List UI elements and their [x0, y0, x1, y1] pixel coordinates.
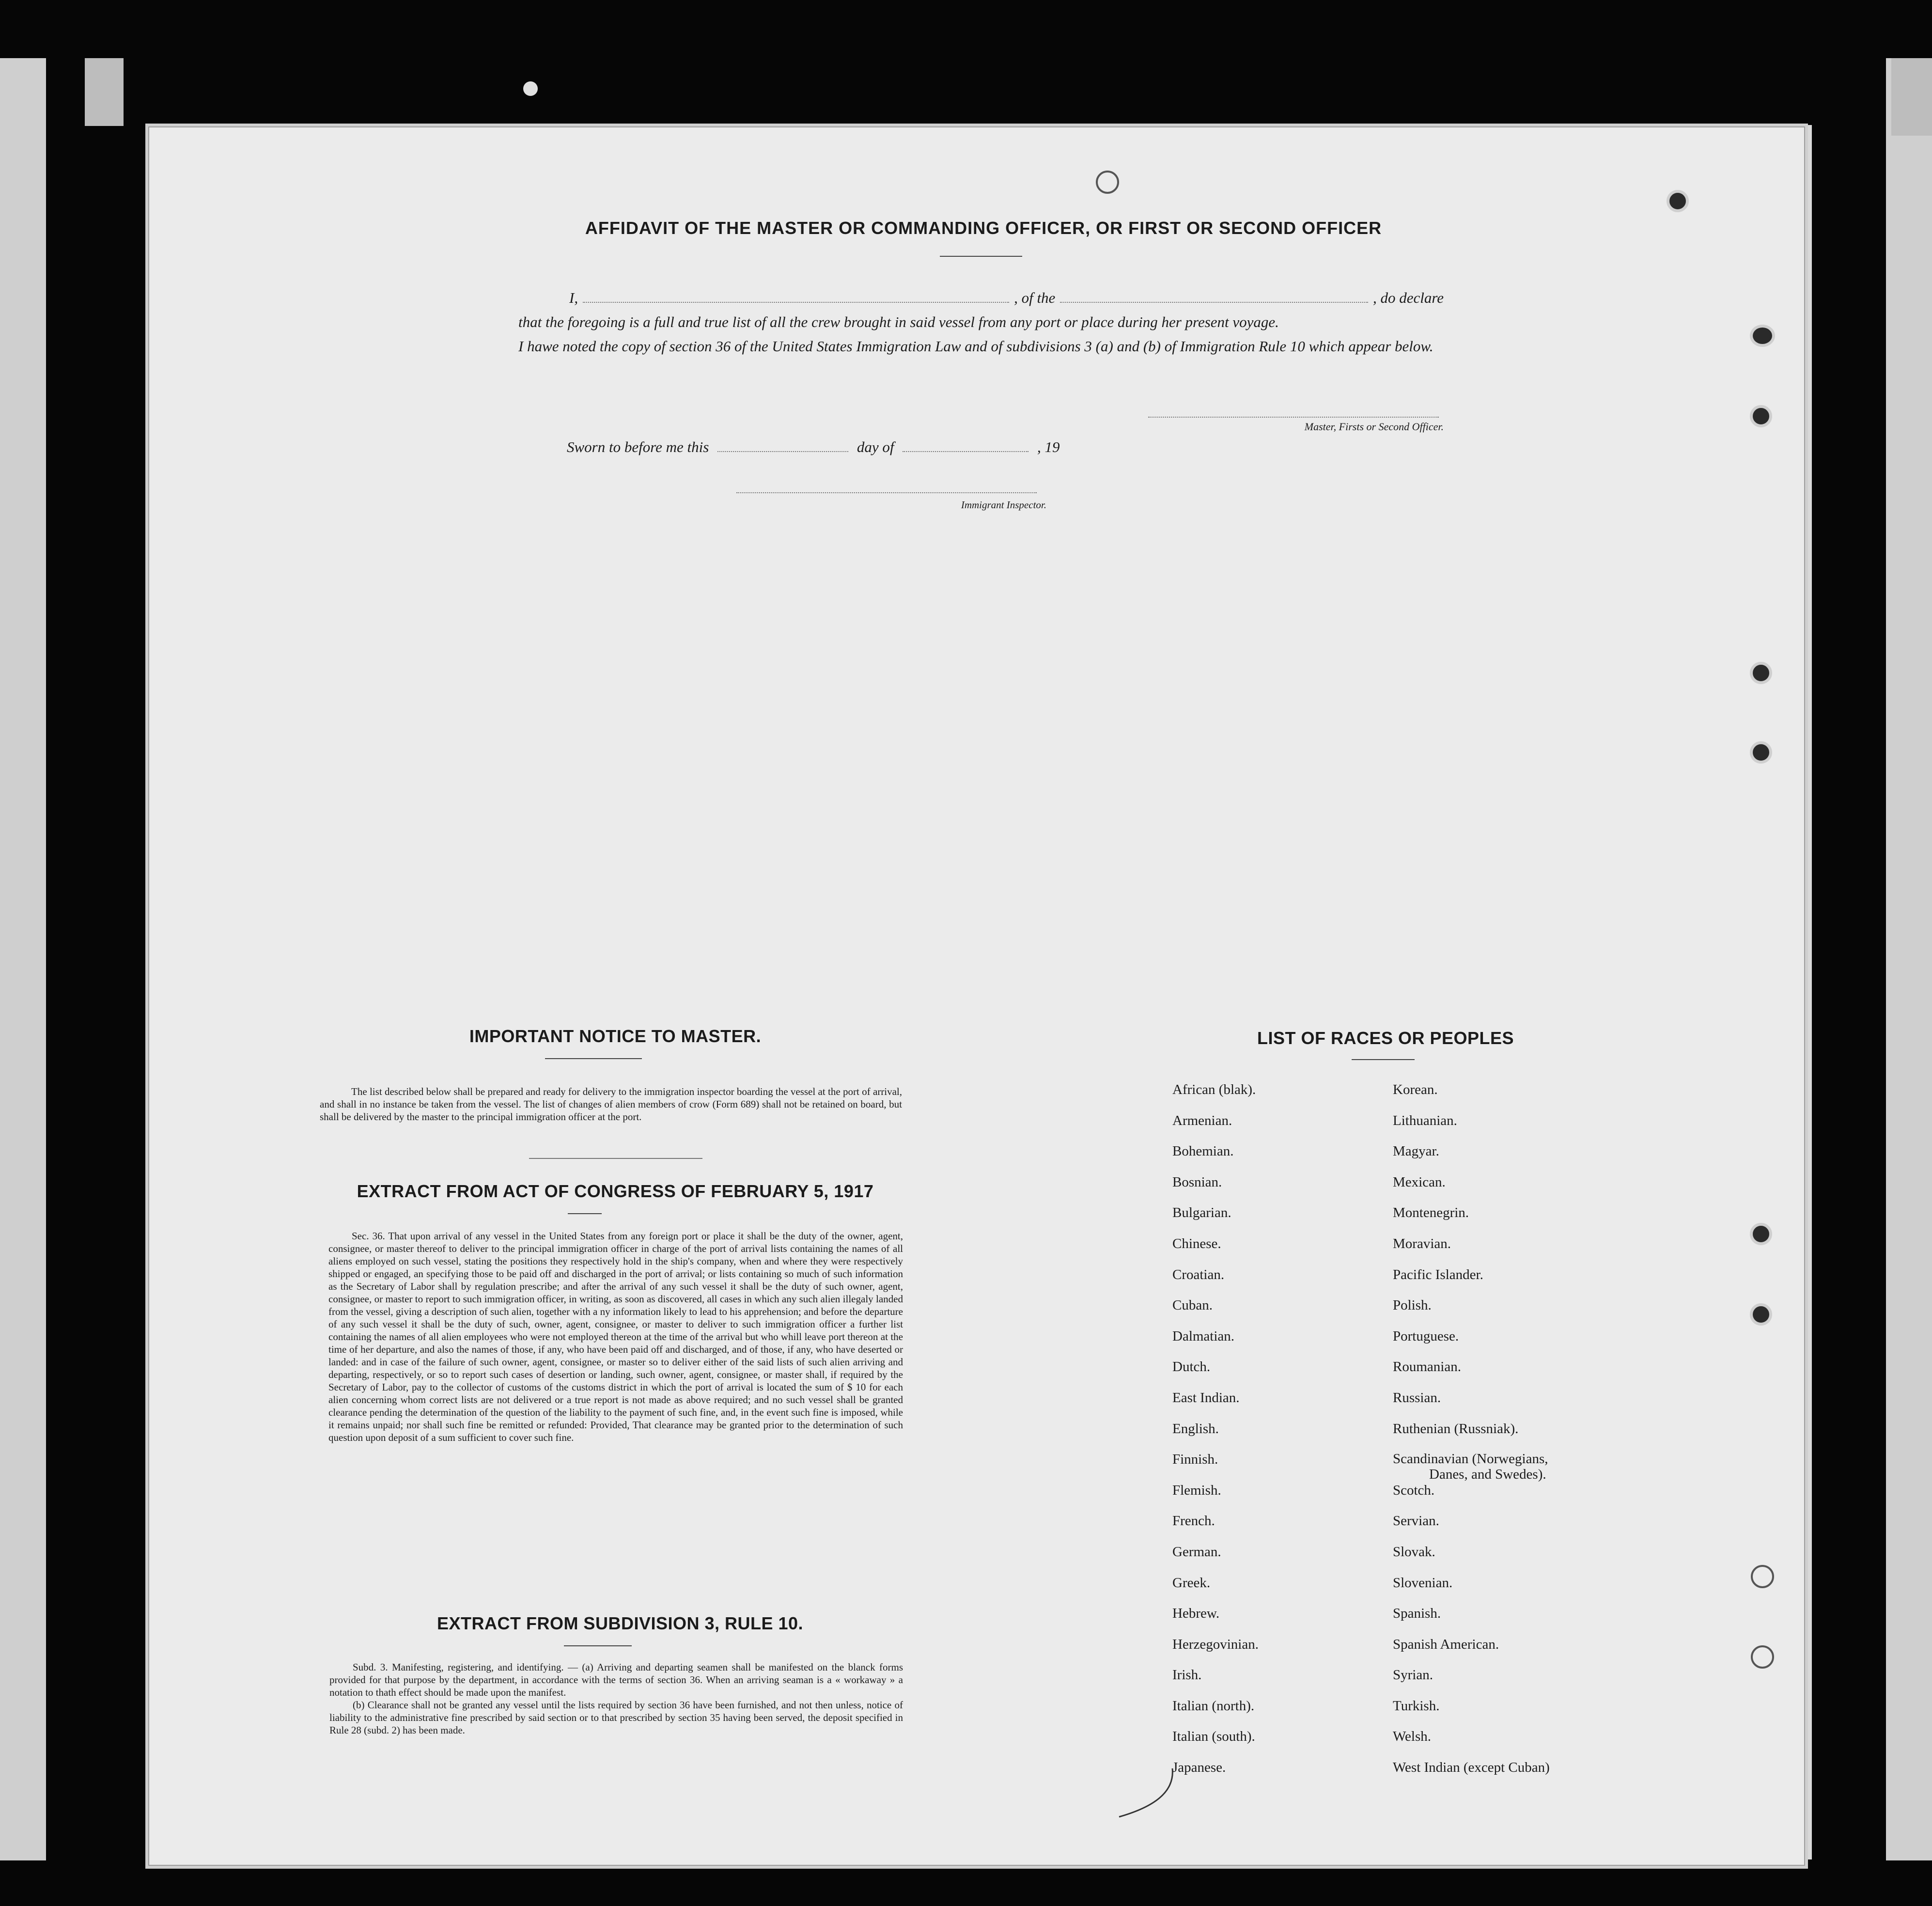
punch-hole — [1751, 1645, 1774, 1669]
sworn-prefix: Sworn to before me this — [567, 438, 709, 455]
affidavit-title: AFFIDAVIT OF THE MASTER OR COMMANDING OFFICER, OR FIRST OR SECOND OFFICER — [585, 218, 1382, 238]
act-title: EXTRACT FROM ACT OF CONGRESS OF FEBRUARY 5, 1917 — [357, 1181, 874, 1201]
inspector-signature-line — [736, 492, 1037, 493]
race-item: Hebrew. — [1172, 1606, 1220, 1622]
race-item: Russian. — [1393, 1390, 1441, 1406]
race-item: Finnish. — [1172, 1452, 1218, 1468]
race-item-continuation: Danes, and Swedes). — [1429, 1467, 1546, 1483]
race-item: English. — [1172, 1421, 1219, 1437]
race-item: Irish. — [1172, 1667, 1202, 1683]
punch-hole — [1750, 1303, 1772, 1326]
race-item: Chinese. — [1172, 1235, 1221, 1251]
rule-paragraph-b: (b) Clearance shall not be granted any vessel until the lists required by section 36 have been furnished, and not then unless, notice of liability to the administrative fine prescribed by said section or to that prescribed by section 35 having been served, the deposit specified in Rule 28 (subd. 2) has been made. — [329, 1699, 903, 1736]
races-left-column — [1172, 1075, 1259, 1783]
race-item — [1393, 1444, 1550, 1483]
race-item: Ruthenian (Russniak). — [1393, 1421, 1519, 1437]
punch-hole — [1750, 325, 1775, 347]
race-item: Greek. — [1172, 1575, 1211, 1591]
affidavit-line-3: I hawe noted the copy of section 36 of the United States Immigration Law and of subdivisions 3 (a) and (b) of Immigration Rule 10 which appear below. — [518, 338, 1433, 355]
race-item: Welsh. — [1393, 1729, 1432, 1745]
race-item: German. — [1172, 1544, 1221, 1560]
race-item: Croatian. — [1172, 1266, 1225, 1282]
film-strip-right — [1891, 58, 1932, 136]
race-item: West Indian (except Cuban) — [1393, 1760, 1550, 1776]
race-item: Italian (south). — [1172, 1729, 1255, 1745]
races-title: LIST OF RACES OR PEOPLES — [1257, 1028, 1514, 1048]
rule-title: EXTRACT FROM SUBDIVISION 3, RULE 10. — [436, 1613, 804, 1633]
notice-title: IMPORTANT NOTICE TO MASTER. — [469, 1026, 762, 1046]
notice-divider — [545, 1058, 642, 1059]
race-item: Spanish American. — [1393, 1636, 1499, 1652]
punch-hole — [1750, 741, 1772, 764]
punch-hole — [1751, 1565, 1774, 1588]
race-item: Turkish. — [1393, 1698, 1440, 1714]
film-frame-right — [1886, 58, 1932, 1860]
affidavit-declare: , do declare — [1372, 289, 1444, 306]
punch-hole — [1750, 405, 1772, 427]
notice-text — [320, 1085, 902, 1123]
race-item: Armenian. — [1172, 1112, 1232, 1128]
race-item: Servian. — [1393, 1513, 1439, 1529]
race-item: Spanish. — [1393, 1606, 1441, 1622]
sworn-statement — [567, 438, 1059, 456]
race-item: Slovenian. — [1393, 1575, 1453, 1591]
affidavit-i: I, — [569, 289, 578, 306]
race-item-text: Scandinavian (Norwegians, — [1393, 1451, 1548, 1467]
sworn-year: , 19 — [1037, 438, 1060, 455]
sworn-day: day of — [857, 438, 894, 455]
pen-stroke-mark — [1114, 1764, 1182, 1822]
race-item: Flemish. — [1172, 1482, 1221, 1498]
race-item: Italian (north). — [1172, 1698, 1255, 1714]
sworn-month-blank — [903, 439, 1028, 452]
race-item: Pacific Islander. — [1393, 1266, 1483, 1282]
races-divider — [1352, 1059, 1415, 1060]
act-paragraph: Sec. 36. That upon arrival of any vessel in the United States from any foreign port or place it shall be the duty of the owner, agent, consignee, or master thereof to deliver to the principal immigration officer in charge of the port of arrival lists containing the names of all aliens employed on such vessel, stating the positions they respectively hold in the ship's company, when and where they were respectively shipped or engaged, an specifying those to be paid off and discharged in the port of arrival; or lists containing so much of such information as the Secretary of Labor shall by regulation prescribe; and after the arrival of any such vessel it shall be the duty of such owner, agent, consignee, or master to report to such immigration officer, in writing, as soon as discovered, all cases in which any such alien illegaly landed from the vessel, giving a description of such alien, together with a ny information likely to lead to his apprehension; and before the departure of any such vessel it shall be the duty of such, owner, agent, consignee, or master to deliver to such immigration officer a further list containing the names of all alien employees who were not employed thereon at the time of the arrival but who whill leave port thereon at the time of her departure, and also the names of those, if any, who have been paid off and discharged, and of those, if any, who have deserted or landed: and in case of the failure of such owner, agent, consignee, or master so to deliver either of the said lists of such alien arriving and departing, respectively, or so to report such cases of desertion or landing, such owner, agent, consignee, or master shall, if required by the Secretary of Labor, pay to the collector of customs of the customs district in which the port of arrival is located the sum of $ 10 for each alien concerning whom correct lists are not delivered or a true report is not made as above required; and no such vessel shall be granted clearance pending the determination of the question of the liability to the payment of such fine, and, in the event such fine is imposed, while it remains unpaid; nor shall such fine be remitted or refunded: Provided, That clearance may be granted prior to the determination of such question upon deposit of a sum sufficient to cover such fine. — [328, 1230, 903, 1443]
race-item: Dalmatian. — [1172, 1328, 1235, 1344]
film-frame-left — [0, 58, 46, 1860]
race-item: Bohemian. — [1172, 1143, 1234, 1159]
race-item: Magyar. — [1393, 1143, 1439, 1159]
race-item: Cuban. — [1172, 1297, 1213, 1313]
race-item: Moravian. — [1393, 1235, 1451, 1251]
film-sprocket-hole — [523, 81, 538, 96]
race-item: Syrian. — [1393, 1667, 1433, 1683]
race-item: Montenegrin. — [1393, 1205, 1469, 1221]
document-sheet — [145, 124, 1808, 1869]
race-item: Lithuanian. — [1393, 1112, 1457, 1128]
inspector-caption: Immigrant Inspector. — [961, 499, 1046, 511]
affidavit-of-the: , of the — [1014, 289, 1056, 306]
sworn-date-blank — [717, 439, 848, 452]
race-item: French. — [1172, 1513, 1215, 1529]
race-item: Bulgarian. — [1172, 1205, 1231, 1221]
races-right-column — [1393, 1075, 1550, 1783]
rule-paragraph-a: Subd. 3. Manifesting, registering, and identifying. — (a) Arriving and departing seamen shall be manifested on the blanck forms provided for that purpose by the department, in accordance with the terms of section 36. When an arriving seaman is a « workaway » a notation to thath effect should be made upon the manifest. — [329, 1661, 903, 1698]
race-item: East Indian. — [1172, 1390, 1240, 1406]
race-item: Japanese. — [1172, 1760, 1226, 1776]
rule-text — [329, 1661, 903, 1736]
race-item: Slovak. — [1393, 1544, 1435, 1560]
title-divider — [940, 256, 1022, 257]
race-item: Dutch. — [1172, 1359, 1211, 1375]
race-item: Bosnian. — [1172, 1174, 1222, 1190]
punch-hole-top — [1096, 171, 1119, 194]
race-item: African (blak). — [1172, 1082, 1256, 1097]
master-signature-caption: Master, Firsts or Second Officer. — [1304, 421, 1444, 433]
affidavit-body — [518, 286, 1444, 359]
affidavit-line-1 — [518, 286, 1444, 310]
notice-paragraph: The list described below shall be prepared and ready for delivery to the immigration inspector boarding the vessel at the port of arrival, and shall in no instance be taken from the vessel. The list of changes of alien members of crow (Form 689) shall not be retained on board, but shall be delivered by the master to the principal immigration officer at the port. — [320, 1086, 902, 1123]
rule-divider — [564, 1645, 632, 1646]
race-item: Portuguese. — [1393, 1328, 1459, 1344]
race-item: Scotch. — [1393, 1482, 1435, 1498]
master-signature-line — [1148, 417, 1439, 418]
punch-hole — [1750, 662, 1772, 684]
race-item: Mexican. — [1393, 1174, 1446, 1190]
name-blank — [583, 290, 1009, 303]
race-item: Polish. — [1393, 1297, 1432, 1313]
race-item: Roumanian. — [1393, 1359, 1461, 1375]
act-text — [328, 1230, 903, 1444]
affidavit-line-2: that the foregoing is a full and true list of all the crew brought in said vessel from any port or place during her present voyage. — [518, 313, 1279, 330]
act-divider — [568, 1213, 602, 1214]
film-strip-left — [85, 58, 124, 126]
race-item: Korean. — [1393, 1082, 1438, 1097]
vessel-blank — [1060, 290, 1368, 303]
punch-hole — [1750, 1223, 1772, 1245]
section-divider — [529, 1158, 702, 1159]
race-item: Herzegovinian. — [1172, 1636, 1259, 1652]
punch-hole — [1667, 190, 1689, 212]
